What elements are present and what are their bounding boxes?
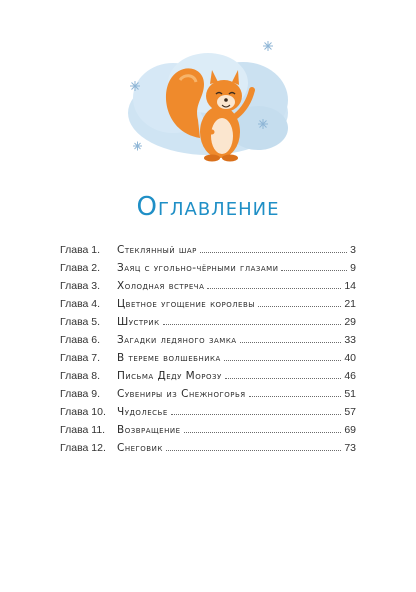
toc-entry [60, 424, 356, 442]
chapter-title: Цветное угощение королевы [117, 298, 255, 310]
chapter-number: Глава 9. [60, 388, 101, 400]
dot-leader [184, 432, 342, 433]
chapter-number: Глава 6. [60, 334, 101, 346]
page-number: 21 [344, 298, 356, 310]
chapter-number: Глава 8. [60, 370, 101, 382]
squirrel-illustration [108, 28, 308, 178]
dot-leader [225, 378, 342, 379]
page-number: 14 [344, 280, 356, 292]
page-number: 3 [350, 244, 356, 256]
dot-leader [258, 306, 341, 307]
snowflake-icon [258, 119, 268, 129]
chapter-number: Глава 5. [60, 316, 101, 328]
page-number: 29 [344, 316, 356, 328]
snowflake-icon [133, 142, 142, 151]
toc-entry [60, 244, 356, 262]
toc-entry [60, 388, 356, 406]
dot-leader [166, 450, 342, 451]
chapter-title: Заяц с угольно-чёрными глазами [117, 262, 279, 274]
toc-entry [60, 280, 356, 298]
snowflake-icon [263, 41, 273, 51]
toc-entry [60, 298, 356, 316]
chapter-title: Возвращение [117, 424, 181, 436]
page-title: Оглавление [136, 192, 280, 222]
dot-leader [249, 396, 342, 397]
page-number: 69 [344, 424, 356, 436]
chapter-title: Холодная встреча [117, 280, 205, 292]
chapter-number: Глава 3. [60, 280, 101, 292]
chapter-title: Стеклянный шар [117, 244, 197, 256]
dot-leader [163, 324, 342, 325]
dot-leader [281, 270, 347, 271]
page-number: 57 [344, 406, 356, 418]
dot-leader [207, 288, 341, 289]
toc-entry [60, 442, 356, 460]
chapter-title: Загадки ледяного замка [117, 334, 237, 346]
chapter-number: Глава 2. [60, 262, 101, 274]
chapter-title: Чудолесье [117, 406, 168, 418]
dot-leader [171, 414, 342, 415]
chapter-title: Письма Деду Морозу [117, 370, 222, 382]
dot-leader [224, 360, 342, 361]
chapter-title: Снеговик [117, 442, 163, 454]
chapter-title: Сувениры из Снежногорья [117, 388, 246, 400]
toc-entry [60, 370, 356, 388]
chapter-number: Глава 11. [60, 424, 106, 436]
page-number: 73 [344, 442, 356, 454]
table-of-contents [60, 244, 356, 460]
chapter-number: Глава 10. [60, 406, 106, 418]
toc-entry [60, 334, 356, 352]
dot-leader [200, 252, 347, 253]
toc-entry [60, 262, 356, 280]
page-number: 46 [344, 370, 356, 382]
page-number: 9 [350, 262, 356, 274]
page-number: 51 [344, 388, 356, 400]
page-number: 40 [344, 352, 356, 364]
toc-entry [60, 316, 356, 334]
snowflake-icon [130, 81, 140, 91]
chapter-title: Шустрик [117, 316, 160, 328]
chapter-number: Глава 1. [60, 244, 101, 256]
chapter-number: Глава 12. [60, 442, 106, 454]
chapter-number: Глава 7. [60, 352, 101, 364]
toc-entry [60, 406, 356, 424]
toc-entry [60, 352, 356, 370]
dot-leader [240, 342, 342, 343]
chapter-number: Глава 4. [60, 298, 101, 310]
chapter-title: В тереме волшебника [117, 352, 221, 364]
page-number: 33 [344, 334, 356, 346]
